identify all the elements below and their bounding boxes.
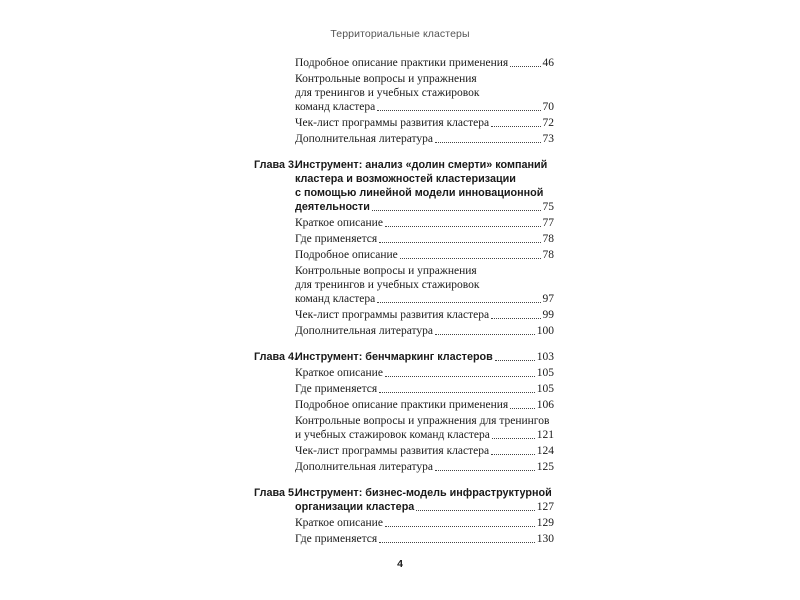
toc-entry[interactable] [254, 132, 554, 146]
page-number: 4 [397, 558, 403, 570]
chapter-title-line [254, 172, 554, 186]
entry-title-text: Контрольные вопросы и упражнения [295, 73, 477, 85]
entry-title-text: Подробное описание практики применения [295, 399, 509, 411]
entry-title-text: Краткое описание [295, 217, 383, 229]
table-of-contents [254, 56, 554, 548]
entry-title-text: Подробное описание практики применения [295, 57, 509, 69]
page-ref: 97 [542, 293, 554, 305]
chapter-title-text: кластера и возможностей кластеризации [295, 173, 516, 185]
dot-leader [435, 334, 535, 335]
toc-entry[interactable] [254, 398, 554, 412]
chapter-title-line [254, 158, 554, 172]
chapter-title-line [254, 186, 554, 200]
toc-entry[interactable] [254, 382, 554, 396]
entry-title-line [295, 232, 554, 246]
page-ref: 105 [536, 367, 554, 379]
entry-title-text: Чек-лист программы развития кластера [295, 117, 490, 129]
dot-leader [491, 126, 540, 127]
entry-title-line [295, 324, 554, 338]
toc-entry[interactable] [254, 532, 554, 546]
chapter-title-text: организации кластера [295, 501, 415, 513]
entry-title-text: Дополнительная литература [295, 325, 433, 337]
entry-title-line [295, 116, 554, 130]
page-ref: 129 [536, 517, 554, 529]
dot-leader [416, 510, 534, 511]
entry-title-text: Дополнительная литература [295, 461, 433, 473]
chapter-title-line [254, 350, 554, 364]
dot-leader [379, 542, 535, 543]
chapter-title-text: с помощью линейной модели инновационной [295, 187, 544, 199]
entry-title-text: для тренингов и учебных стажировок [295, 279, 480, 291]
dot-leader [377, 110, 540, 111]
toc-entry[interactable] [254, 324, 554, 338]
entry-title-line [295, 516, 554, 530]
entry-title-text: Чек-лист программы развития кластера [295, 309, 490, 321]
chapter-title-line [254, 486, 554, 500]
page-ref: 70 [542, 101, 554, 113]
entry-title-line [295, 100, 554, 114]
toc-entry[interactable] [254, 460, 554, 474]
toc-entry[interactable] [254, 72, 554, 114]
entry-title-line [295, 216, 554, 230]
dot-leader [491, 454, 535, 455]
entry-title-line [295, 428, 554, 442]
toc-entry[interactable] [254, 414, 554, 442]
toc-entry[interactable] [254, 116, 554, 130]
chapter-label: Глава 4. [254, 351, 297, 363]
entry-title-text: Контрольные вопросы и упражнения для тренингов [295, 415, 550, 427]
entry-title-text: Подробное описание [295, 249, 398, 261]
page-ref: 130 [536, 533, 554, 545]
page-ref: 99 [542, 309, 554, 321]
entry-title-text: Краткое описание [295, 367, 383, 379]
toc-entry[interactable] [254, 56, 554, 70]
page-ref: 75 [542, 201, 554, 213]
page-ref: 46 [542, 57, 554, 69]
entry-title-line [295, 398, 554, 412]
toc-chapter[interactable] [254, 350, 554, 364]
entry-title-line [295, 308, 554, 322]
dot-leader [385, 526, 535, 527]
dot-leader [491, 318, 540, 319]
page-ref: 125 [536, 461, 554, 473]
chapter-title-text: Инструмент: бизнес-модель инфраструктурной [295, 487, 552, 499]
entry-title-text: Дополнительная литература [295, 133, 433, 145]
entry-title-line [295, 414, 554, 428]
running-head: Территориальные кластеры [330, 28, 470, 40]
dot-leader [435, 142, 541, 143]
entry-title-text: для тренингов и учебных стажировок [295, 87, 480, 99]
toc-entry[interactable] [254, 308, 554, 322]
page-ref: 121 [536, 429, 554, 441]
toc-entry[interactable] [254, 264, 554, 306]
dot-leader [372, 210, 541, 211]
chapter-label: Глава 5. [254, 487, 297, 499]
page-ref: 100 [536, 325, 554, 337]
chapter-title-line [254, 200, 554, 214]
dot-leader [400, 258, 541, 259]
dot-leader [377, 302, 540, 303]
entry-title-text: и учебных стажировок команд кластера [295, 429, 490, 441]
page-ref: 78 [542, 249, 554, 261]
entry-title-line [295, 86, 554, 100]
chapter-label: Глава 3. [254, 159, 297, 171]
dot-leader [510, 408, 535, 409]
toc-entry[interactable] [254, 516, 554, 530]
page-ref: 127 [536, 501, 554, 513]
chapter-title-text: Инструмент: бенчмаркинг кластеров [295, 351, 493, 363]
chapter-title-text: деятельности [295, 201, 370, 213]
entry-title-line [295, 366, 554, 380]
entry-title-line [295, 72, 554, 86]
chapter-title-text: Инструмент: анализ «долин смерти» компаний [295, 159, 548, 171]
entry-title-line [295, 444, 554, 458]
toc-entry[interactable] [254, 366, 554, 380]
dot-leader [379, 392, 535, 393]
page-ref: 106 [536, 399, 554, 411]
dot-leader [435, 470, 535, 471]
page-ref: 105 [536, 383, 554, 395]
dot-leader [510, 66, 540, 67]
entry-title-line [295, 264, 554, 278]
toc-entry[interactable] [254, 216, 554, 230]
toc-entry[interactable] [254, 232, 554, 246]
entry-title-text: команд кластера [295, 293, 376, 305]
toc-chapter[interactable] [254, 486, 554, 514]
entry-title-line [295, 132, 554, 146]
toc-entry[interactable] [254, 248, 554, 262]
page-ref: 78 [542, 233, 554, 245]
dot-leader [379, 242, 540, 243]
chapter-title-line [254, 500, 554, 514]
page-ref: 73 [542, 133, 554, 145]
entry-title-line [295, 56, 554, 70]
entry-title-line [295, 248, 554, 262]
entry-title-text: команд кластера [295, 101, 376, 113]
page-ref: 72 [542, 117, 554, 129]
entry-title-text: Краткое описание [295, 517, 383, 529]
toc-chapter[interactable] [254, 158, 554, 214]
entry-title-text: Где применяется [295, 233, 378, 245]
entry-title-line [295, 460, 554, 474]
page-ref: 103 [536, 351, 554, 363]
entry-title-text: Где применяется [295, 383, 378, 395]
toc-entry[interactable] [254, 444, 554, 458]
entry-title-line [295, 532, 554, 546]
dot-leader [495, 360, 535, 361]
dot-leader [492, 438, 535, 439]
entry-title-line [295, 278, 554, 292]
entry-title-line [295, 292, 554, 306]
entry-title-text: Контрольные вопросы и упражнения [295, 265, 477, 277]
entry-title-line [295, 382, 554, 396]
entry-title-text: Чек-лист программы развития кластера [295, 445, 490, 457]
page-ref: 77 [542, 217, 554, 229]
entry-title-text: Где применяется [295, 533, 378, 545]
dot-leader [385, 376, 535, 377]
page-ref: 124 [536, 445, 554, 457]
dot-leader [385, 226, 541, 227]
